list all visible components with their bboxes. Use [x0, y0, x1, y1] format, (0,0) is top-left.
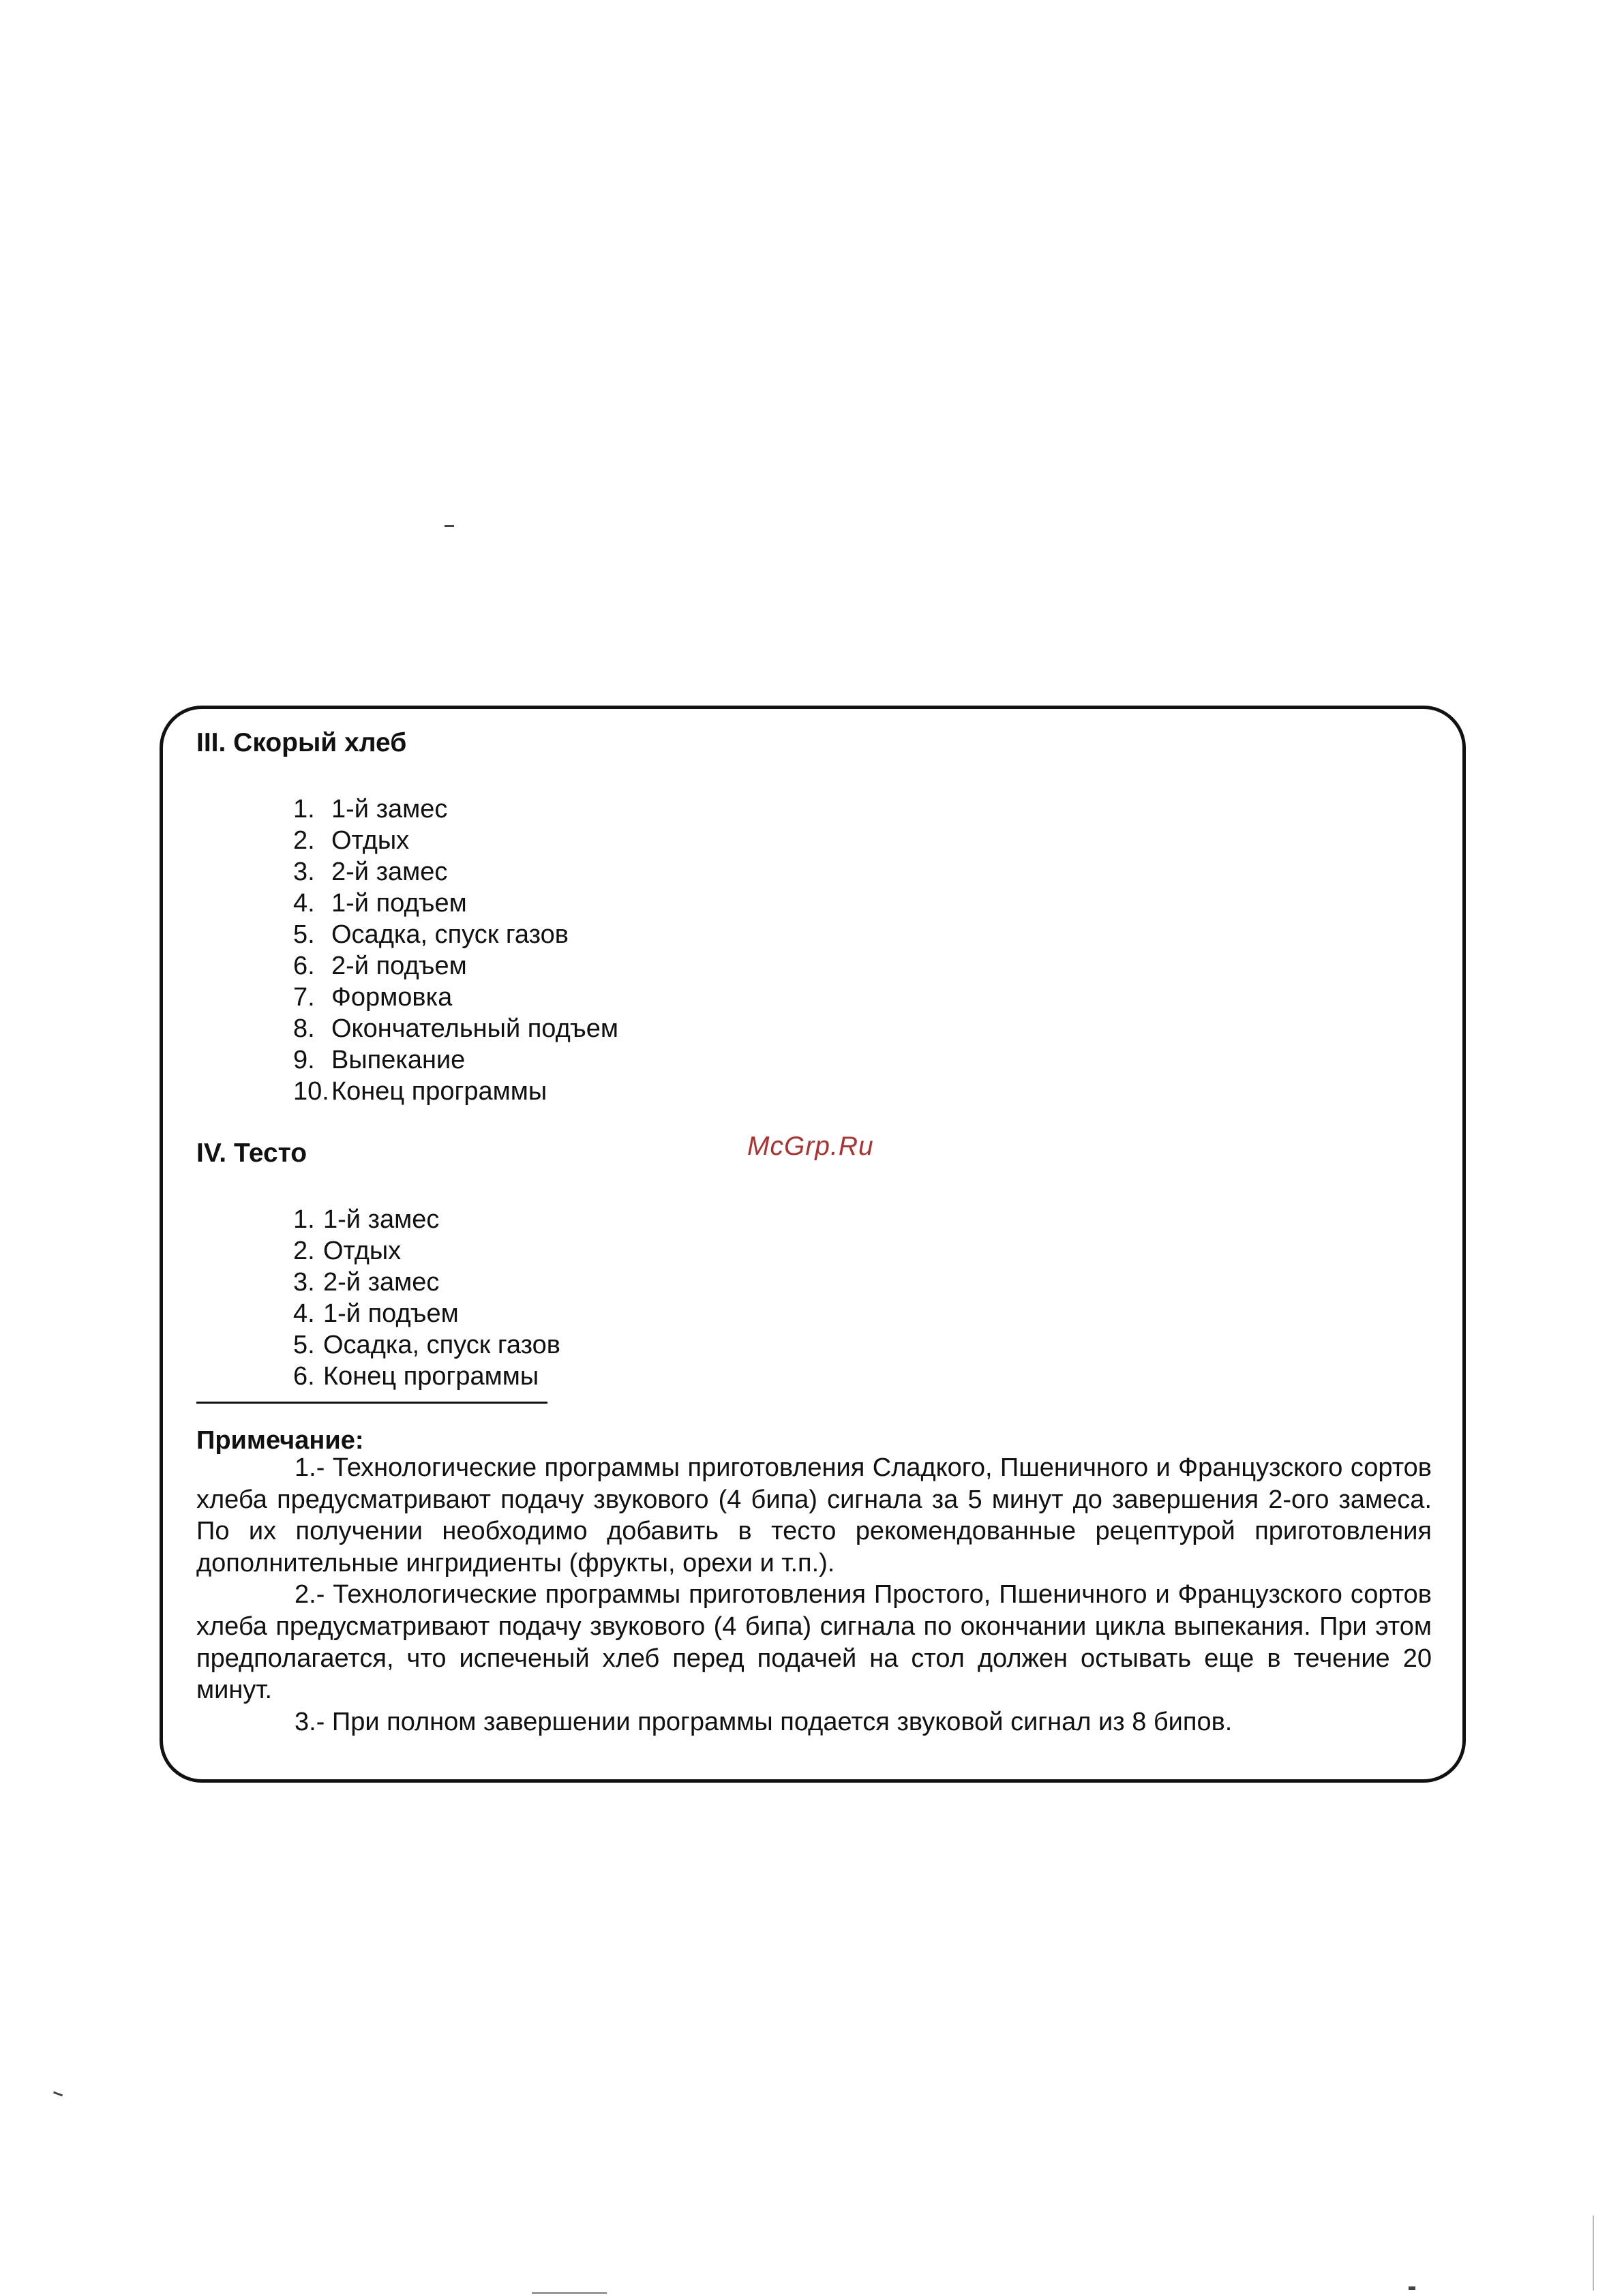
- step-number: 7.: [293, 983, 315, 1012]
- step-item: [293, 856, 618, 888]
- note-paragraph-1: 1.- Технологические программы приготовления Сладкого, Пшеничного и Французского сортов хлеба предусматривают подачу звукового (4 бипа) сигнала за 5 минут до завершения 2-ого замеса. По их получении необходимо добавить в тесто рекомендованные рецептурой приготовления дополнительные ингридиенты (фрукты, орехи и т.п.).: [196, 1453, 1432, 1577]
- step-label: Выпекание: [331, 1046, 466, 1074]
- step-number: 5.: [293, 1331, 315, 1359]
- step-item: [293, 794, 618, 825]
- section-4-steps: [293, 1204, 560, 1392]
- note-body: [196, 1452, 1432, 1738]
- step-label: 1-й подъем: [323, 1299, 459, 1328]
- step-number: 1.: [293, 795, 315, 824]
- step-item: [293, 1298, 560, 1329]
- step-number: 1.: [293, 1205, 315, 1234]
- step-item: [293, 1076, 618, 1107]
- step-number: 4.: [293, 1299, 315, 1328]
- step-item: [293, 982, 618, 1013]
- step-label: 1-й замес: [323, 1205, 440, 1234]
- step-item: [293, 950, 618, 982]
- step-label: 2-й замес: [331, 858, 448, 886]
- note-paragraph-3: 3.- При полном завершении программы подается звуковой сигнал из 8 бипов.: [295, 1707, 1233, 1736]
- step-number: 6.: [293, 952, 315, 980]
- step-label: Окончательный подъем: [331, 1014, 618, 1043]
- note-title: Примечание:: [196, 1426, 364, 1455]
- step-label: 1-й замес: [331, 795, 448, 824]
- scan-speck: [1409, 2286, 1415, 2290]
- watermark: McGrp.Ru: [747, 1132, 874, 1161]
- step-item: [293, 919, 618, 950]
- step-item: [293, 1013, 618, 1044]
- step-item: [293, 1329, 560, 1361]
- step-number: 3.: [293, 858, 315, 886]
- step-label: Формовка: [331, 983, 453, 1012]
- scan-speck: [53, 2091, 63, 2097]
- step-label: Конец программы: [323, 1362, 539, 1391]
- step-number: 4.: [293, 889, 315, 918]
- step-number: 5.: [293, 920, 315, 949]
- scan-speck: [1593, 2216, 1594, 2291]
- step-label: Отдых: [331, 826, 410, 855]
- step-label: Отдых: [323, 1237, 402, 1265]
- step-number: 2.: [293, 826, 315, 855]
- step-number: 3.: [293, 1268, 315, 1297]
- step-item: [293, 1361, 560, 1392]
- step-label: 2-й замес: [323, 1268, 440, 1297]
- step-label: 2-й подъем: [331, 952, 467, 980]
- separator-line: [196, 1402, 547, 1404]
- step-number: 9.: [293, 1046, 315, 1074]
- section-3-steps: [293, 794, 618, 1107]
- scan-speck: [445, 525, 454, 527]
- step-label: Конец программы: [331, 1077, 547, 1106]
- step-number: 8.: [293, 1014, 315, 1043]
- step-number: 10.: [293, 1077, 329, 1106]
- step-item: [293, 1235, 560, 1267]
- step-item: [293, 825, 618, 856]
- step-label: 1-й подъем: [331, 889, 467, 918]
- scan-speck: [532, 2292, 607, 2294]
- step-item: [293, 1267, 560, 1298]
- step-number: 2.: [293, 1237, 315, 1265]
- step-label: Осадка, спуск газов: [331, 920, 569, 949]
- note-paragraph-2: 2.- Технологические программы приготовления Простого, Пшеничного и Французского сортов хлеба предусматривают подачу звукового (4 бипа) сигнала по окончании цикла выпекания. При этом предполагается, что испеченый хлеб перед подачей на стол должен остывать еще в течение 20 минут.: [196, 1580, 1432, 1705]
- step-number: 6.: [293, 1362, 315, 1391]
- step-item: [293, 1044, 618, 1076]
- step-label: Осадка, спуск газов: [323, 1331, 560, 1359]
- section-3-title: III. Скорый хлеб: [196, 728, 407, 757]
- section-4-title: IV. Тесто: [196, 1138, 307, 1168]
- step-item: [293, 888, 618, 919]
- step-item: [293, 1204, 560, 1235]
